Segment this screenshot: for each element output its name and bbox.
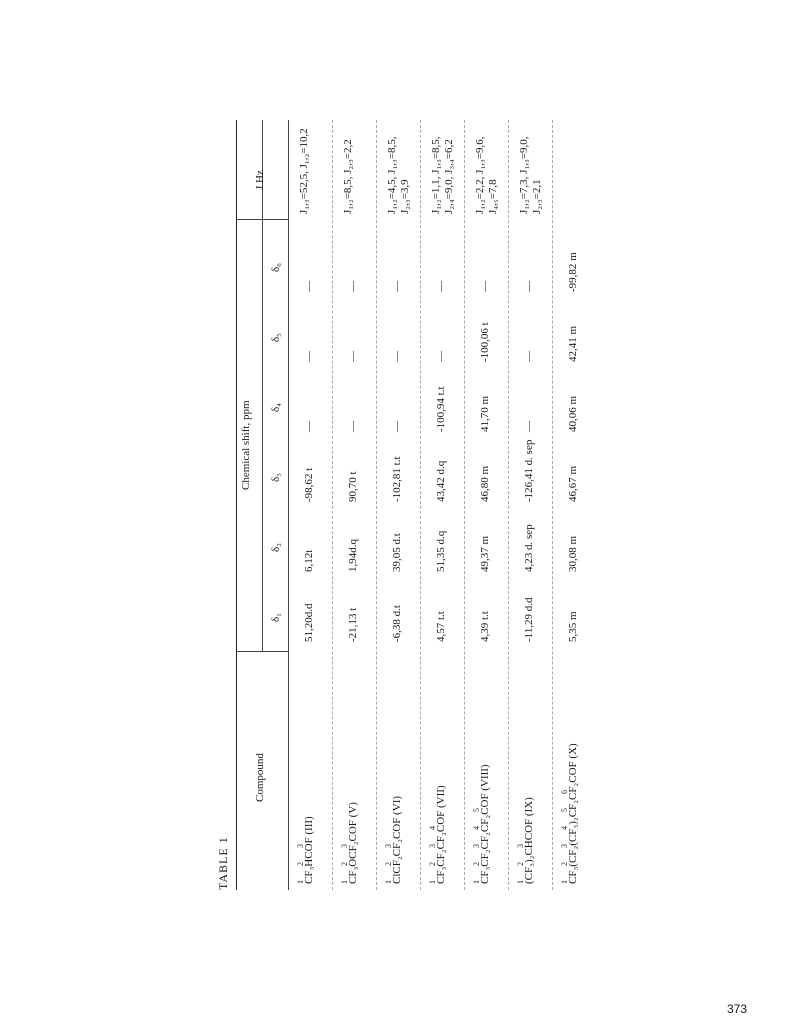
row-3-compound <box>382 796 404 884</box>
row-7-d2: 30,08 m <box>567 535 579 572</box>
header-d3: δ₃ <box>270 472 282 482</box>
row-6-compound-formula: (CF₃)₂CHCOF (IX) <box>523 797 535 884</box>
row-4-compound-formula: CF₃CF₂CF₂COF (VII) <box>435 785 447 884</box>
row-4-d3: 43,42 d.q <box>435 460 447 502</box>
row-3-d2: 39,05 d.t <box>391 533 403 572</box>
row-6-d1: -11,29 d.d <box>523 597 535 642</box>
row-3-d4: — <box>391 421 403 432</box>
row-4-d6: — <box>435 281 447 292</box>
row-7-compound-formula: CF₃(CF₂(CF₃)₂CF₂CF₂COF (X) <box>567 743 579 884</box>
top-rule <box>236 120 237 890</box>
row-3-d5: — <box>391 351 403 362</box>
rotated-table <box>160 120 610 890</box>
row-6-d2: 4,23 d. sep <box>523 524 535 572</box>
header-d1: δ₁ <box>270 612 282 622</box>
row-2-d3: 90,70 t <box>347 471 359 502</box>
row-2-d6: — <box>347 281 359 292</box>
row-3-j: J₁,₂=4,5, J₁,₃=8,5, J₂,₃=3,9 <box>386 136 411 214</box>
page-number: 373 <box>726 1002 747 1016</box>
row-5-compound-formula: CF₃CF₂CF₂CF₂COF (VIII) <box>479 764 491 884</box>
header-bottom-rule <box>288 120 289 890</box>
row-4-j: J₁,₂=1,1, J₁,₃=8,5, J₂,₄=9,0, J₃,₄=6,2 <box>430 136 455 214</box>
row-1-d3: -98,62 t <box>303 467 315 502</box>
row-2-d1: -21,13 t <box>347 607 359 642</box>
row-5-compound <box>470 764 492 884</box>
row-1-j: J₁,₃=52,5, J₁,₂=10,2 <box>298 128 310 214</box>
row-4-d1: 4,57 t.t <box>435 611 447 642</box>
row-7-d5: 42,41 m <box>567 325 579 362</box>
table-caption: TABLE 1 <box>216 836 230 890</box>
row-7-atom-numbers: 1 2 3 4 5 6 <box>560 784 569 884</box>
row-4-d5: — <box>435 351 447 362</box>
row-3-d6: — <box>391 281 403 292</box>
row-7-d3: 46,67 m <box>567 465 579 502</box>
row-3-d3: -102,81 t.t <box>391 456 403 502</box>
row-separator <box>552 120 553 890</box>
row-2-compound <box>338 802 360 884</box>
row-5-d4: 41,70 m <box>479 395 491 432</box>
row-6-j: J₁,₂=7,3, J₁,₃=9,0, J₂,₃=2,1 <box>518 136 543 214</box>
header-d2: δ₂ <box>270 542 282 552</box>
row-3-d1: -6,38 d.t <box>391 605 403 642</box>
row-1-compound-formula: CF₃HCOF (III) <box>303 816 315 884</box>
row-5-d5: -100,06 t <box>479 322 491 362</box>
row-5-d1: 4,39 t.t <box>479 611 491 642</box>
row-separator <box>420 120 421 890</box>
row-2-j: J₁,₂=8,5, J₂,₃=2,2 <box>342 139 354 214</box>
row-separator <box>508 120 509 890</box>
header-d6: δ₆ <box>270 262 282 272</box>
header-chemical-shift: Chemical shift, ppm <box>240 400 252 490</box>
row-3-atom-numbers: 1 2 3 <box>384 838 393 884</box>
row-5-d2: 49,37 m <box>479 535 491 572</box>
row-1-d5: — <box>303 351 315 362</box>
row-1-d1: 51,20d.d <box>303 603 315 642</box>
row-4-d4: -100,94 t.t <box>435 386 447 432</box>
row-2-d5: — <box>347 351 359 362</box>
row-5-d6: — <box>479 281 491 292</box>
row-3-compound-formula: ClCF₂CF₂COF (VI) <box>391 795 403 884</box>
row-7-d4: 40,06 m <box>567 395 579 432</box>
header-compound: Compound <box>254 753 266 802</box>
header-d4: δ₄ <box>270 402 282 412</box>
row-1-d6: — <box>303 281 315 292</box>
row-separator <box>464 120 465 890</box>
row-6-d4: — <box>523 421 535 432</box>
row-1-d4: — <box>303 421 315 432</box>
header-d5: δ₅ <box>270 332 282 342</box>
compound-divider <box>236 651 288 652</box>
shift-subheader-rule <box>262 120 263 652</box>
row-2-atom-numbers: 1 2 3 <box>340 838 349 884</box>
row-4-d2: 51,35 d.q <box>435 530 447 572</box>
row-6-compound <box>514 797 536 884</box>
row-separator <box>332 120 333 890</box>
row-7-compound <box>558 743 580 884</box>
row-7-d1: 5,35 m <box>567 611 579 642</box>
row-2-d4: — <box>347 421 359 432</box>
row-6-d6: — <box>523 281 535 292</box>
header-j: J Hz <box>254 170 266 190</box>
row-7-d6: -99,82 m <box>567 252 579 292</box>
row-2-d2: 1,94d.q <box>347 539 359 572</box>
row-1-d2: 6,12t <box>303 549 315 572</box>
row-2-compound-formula: CF₃OCF₂COF (V) <box>347 802 359 884</box>
row-1-atom-numbers: 1 2 3 <box>296 838 305 884</box>
row-1-compound <box>294 816 316 884</box>
row-6-atom-numbers: 1 2 3 <box>516 838 525 884</box>
row-5-atom-numbers: 1 2 3 4 5 <box>472 802 481 884</box>
j-divider <box>236 219 288 220</box>
row-5-d3: 46,80 m <box>479 465 491 502</box>
row-4-atom-numbers: 1 2 3 4 <box>428 820 437 884</box>
row-separator <box>376 120 377 890</box>
row-6-d3: -126,41 d. sep <box>523 439 535 502</box>
row-5-j: J₁,₂=2,2, J₁,₃=9,6, J₄,₅=7,8 <box>474 136 499 214</box>
row-6-d5: — <box>523 351 535 362</box>
row-4-compound <box>426 785 448 884</box>
